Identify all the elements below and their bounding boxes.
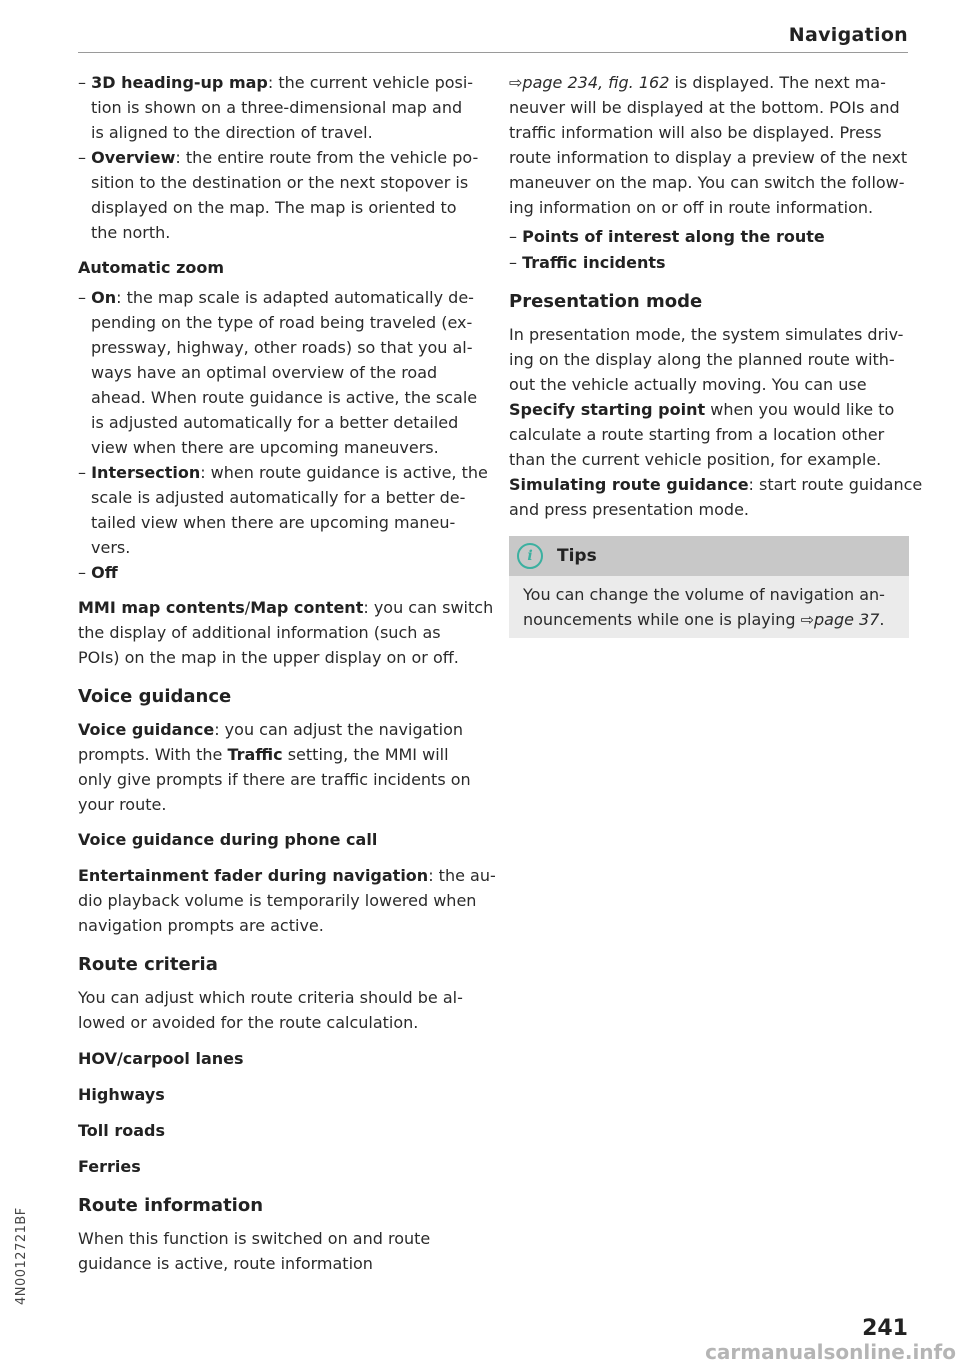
tips-header: [509, 536, 909, 576]
page-link[interactable]: page 234, fig. 162: [522, 73, 670, 92]
tips-box: [509, 536, 909, 638]
list-item: – 3D heading-up map: the current vehicle posi-: [78, 73, 474, 92]
info-icon: i: [517, 543, 543, 569]
header-divider: [78, 52, 908, 53]
list-item: – On: the map scale is adapted automatically de-: [78, 288, 474, 307]
list-item: – Points of interest along the route: [509, 227, 825, 246]
right-column: ⇨page 234, fig. 162 is displayed. The next ma- neuver will be displayed at the bottom. POIs and traffic information will also be displayed. Press route information to display a preview of the next maneuver on the map. You can switch the follow- ing information on or off in route information. – Points of interest along the route – Traffic incidents Presentation mode In presentation mode, the system simulates driv- ing on the display along the planned route with- out the vehicle actually moving. You can use Specify starting point when you would like to calculate a route starting from a location other than the current vehicle position, for example. Simulating route guidance: start route guidance and press presentation mode. i Tips You can change the volume of navigation an- nouncements while one is playing ⇨page 37.: [509, 70, 909, 638]
list-item: – Overview: the entire route from the vehicle po-: [78, 148, 479, 167]
list-item: – Intersection: when route guidance is active, the: [78, 463, 488, 482]
tips-title: Tips: [557, 545, 597, 566]
section-heading: Route information: [78, 1195, 264, 1216]
left-column: – 3D heading-up map: the current vehicle posi- tion is shown on a three-dimensional map and is aligned to the direction of travel. – Overview: the entire route from the vehicle po- sition to the destination or the next stopover is displayed on the map. The map is oriented to the north. Automatic zoom – On: the map scale is adapted automatically de- pending on the type of road being traveled (ex- pressway, highway, other roads) so that you al- ways have an optimal overview of the road ahead. When route guidance is active, the scale is adjusted automatically for a better detailed view when there are upcoming maneuvers. – Intersection: when route guidance is active, the scale is adjusted automatically for a better de- tailed view when there are upcoming maneu- vers. – Off MMI map contents/Map content: you can switch the display of additional information (such as POIs) on the map in the upper display on or off. Voice guidance Voice guidance: you can adjust the navigation prompts. With the Traffic setting, the MMI will only give prompts if there are traffic incidents on your route. Voice guidance during phone call Entertainment fader during navigation: the au- dio playback volume is temporarily lowered when navigation prompts are active. Route criteria You can adjust which route criteria should be al- lowed or avoided for the route calculation. HOV/carpool lanes Highways Toll roads Ferries Route information When this function is switched on and route guidance is active, route information: [78, 70, 478, 1276]
list-item: – Off: [78, 563, 118, 582]
paragraph: When this function is switched on and route: [78, 1229, 431, 1248]
subheading: HOV/carpool lanes: [78, 1049, 244, 1068]
arrow-icon: ⇨: [800, 610, 814, 629]
subheading: Toll roads: [78, 1121, 165, 1140]
paragraph: Entertainment fader during navigation: the au-: [78, 866, 496, 885]
list-item: – Traffic incidents: [509, 253, 666, 272]
paragraph: Voice guidance: you can adjust the navigation: [78, 720, 464, 739]
subheading: Voice guidance during phone call: [78, 830, 378, 849]
page-number: 241: [862, 1316, 908, 1341]
arrow-icon: ⇨: [509, 73, 523, 92]
section-heading: Presentation mode: [509, 291, 703, 312]
section-heading: Voice guidance: [78, 686, 232, 707]
paragraph: In presentation mode, the system simulates driv-: [509, 325, 904, 344]
paragraph: MMI map contents/Map content: you can switch: [78, 598, 494, 617]
watermark: carmanualsonline.info: [705, 1340, 956, 1364]
tips-body: You can change the volume of navigation an- nouncements while one is playing ⇨page 37.: [523, 585, 885, 629]
paragraph: You can adjust which route criteria should be al-: [78, 988, 463, 1007]
page-link[interactable]: page 37: [814, 610, 880, 629]
subheading: Ferries: [78, 1157, 141, 1176]
section-title: Navigation: [788, 24, 908, 46]
paragraph: ⇨page 234, fig. 162 is displayed. The next ma-: [509, 73, 886, 92]
subheading: Highways: [78, 1085, 165, 1104]
section-heading: Route criteria: [78, 954, 218, 975]
document-code: 4N0012721BF: [14, 1207, 29, 1305]
subheading: Automatic zoom: [78, 258, 225, 277]
